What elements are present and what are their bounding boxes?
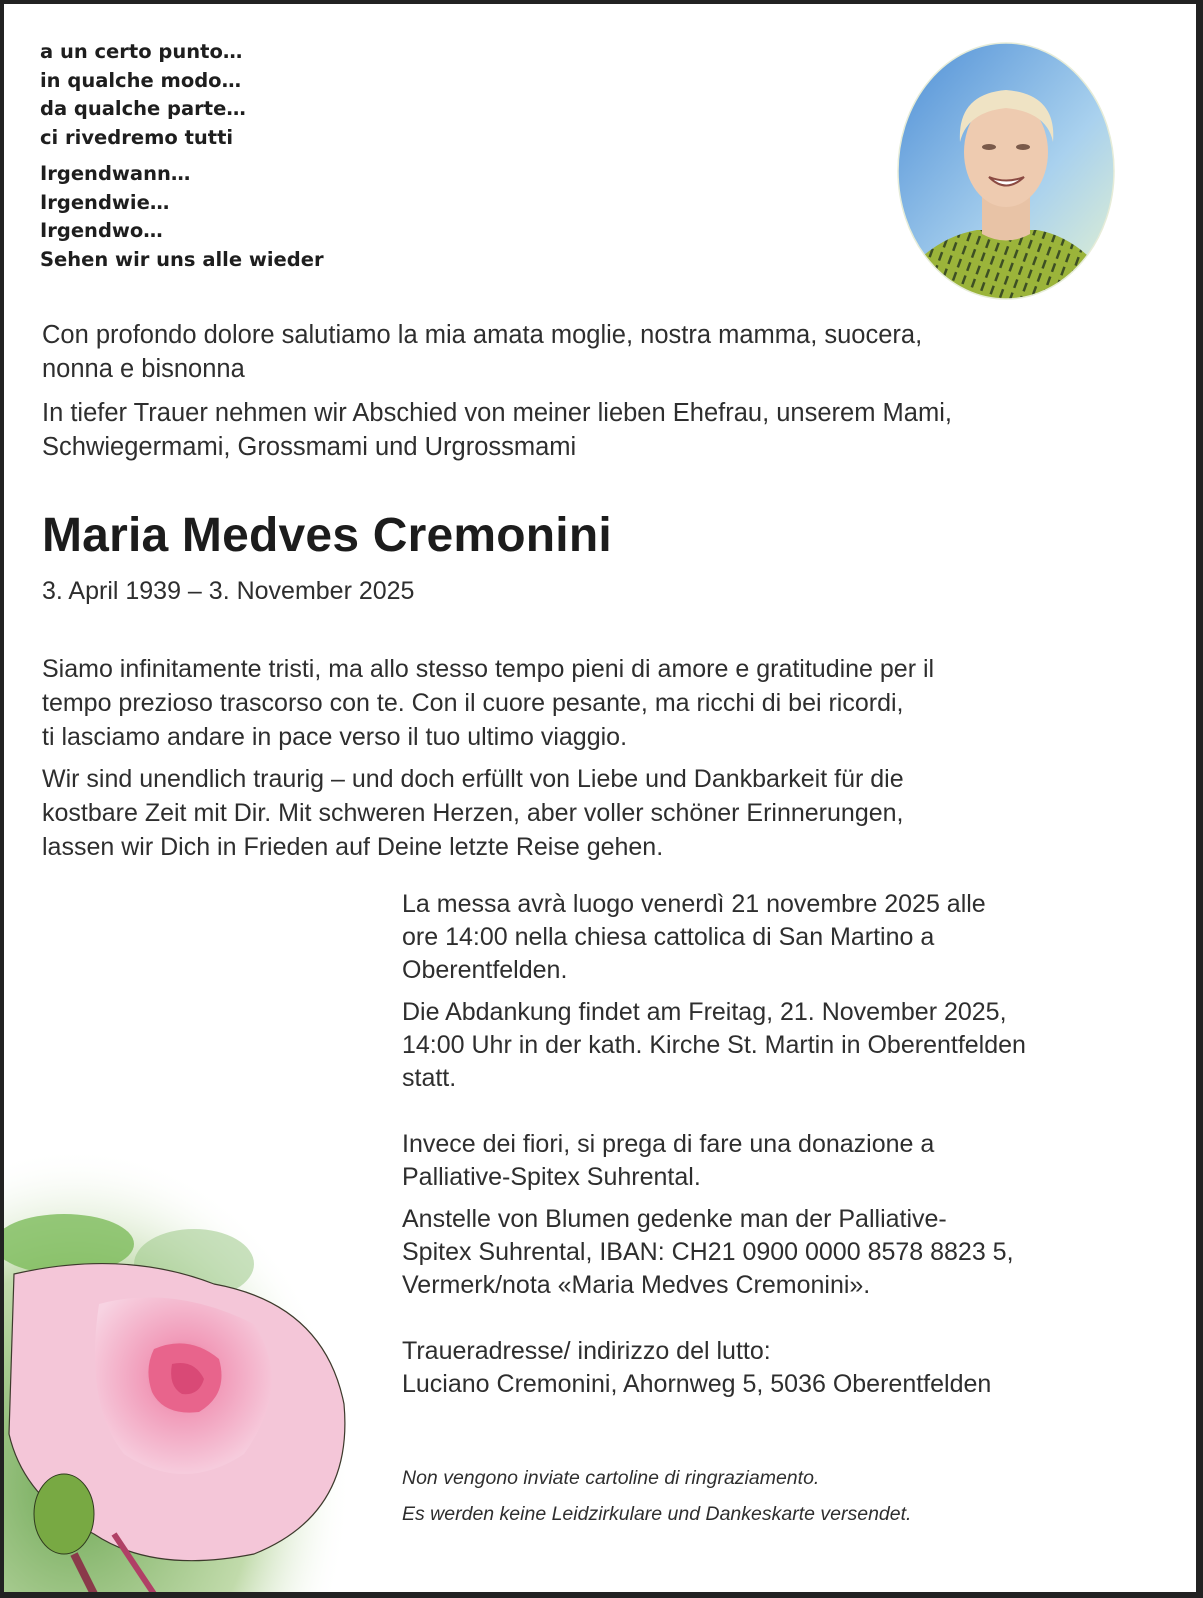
poem-line: Irgendwie… (40, 190, 170, 214)
text-line: Invece dei fiori, si prega di fare una donazione a (402, 1130, 935, 1158)
text-line: statt. (402, 1064, 457, 1092)
text-line: Anstelle von Blumen gedenke man der Palliative- (402, 1205, 947, 1233)
text-line: Schwiegermami, Grossmami und Urgrossmami (42, 433, 577, 461)
poem-line: Irgendwo… (40, 219, 163, 242)
poem-line: in qualche modo… (40, 68, 242, 92)
text-line: Palliative-Spitex Suhrental. (402, 1163, 701, 1191)
spacer (402, 1311, 1162, 1335)
poem-line: ci rivedremo tutti (40, 125, 234, 149)
text-line: ti lasciamo andare in pace verso il tuo ultimo viaggio. (42, 723, 628, 751)
mourning-address (402, 1335, 1162, 1401)
tribute-section (42, 652, 1162, 872)
info-section (402, 888, 1162, 1410)
portrait-photo (897, 42, 1115, 300)
text-line: tempo prezioso trascorso con te. Con il cuore pesante, ma ricchi di bei ricordi, (42, 689, 904, 717)
deceased-name: Maria Medves Cremonini (42, 509, 612, 562)
text-line: Siamo infinitamente tristi, ma allo stesso tempo pieni di amore e gratitudine per il (42, 655, 935, 683)
donation-german (402, 1203, 1162, 1302)
intro-section (42, 318, 1162, 474)
donation-italian (402, 1128, 1162, 1194)
address-value: Luciano Cremonini, Ahornweg 5, 5036 Oberentfelden (402, 1370, 992, 1398)
text-line: In tiefer Trauer nehmen wir Abschied von meiner lieben Ehefrau, unserem Mami, (42, 399, 952, 427)
poem-line: Sehen wir uns alle wieder (40, 247, 324, 271)
poem-stanza-german (40, 160, 324, 274)
poem-line: da qualche parte… (40, 97, 246, 120)
life-dates: 3. April 1939 – 3. November 2025 (42, 577, 415, 605)
text-line: lassen wir Dich in Frieden auf Deine letzte Reise gehen. (42, 833, 664, 861)
note-german: Es werden keine Leidzirkulare und Dankeskarte versendet. (402, 1503, 912, 1525)
address-label: Traueradresse/ indirizzo del lutto: (402, 1337, 771, 1365)
text-line: Oberentfelden. (402, 956, 568, 984)
text-line: La messa avrà luogo venerdì 21 novembre 2025 alle (402, 890, 986, 918)
text-line: 14:00 Uhr in der kath. Kirche St. Martin in Oberentfelden (402, 1031, 1026, 1059)
note-italian: Non vengono inviate cartoline di ringraziamento. (402, 1467, 820, 1489)
tribute-italian (42, 652, 1162, 754)
notes (402, 1460, 911, 1532)
obituary-page (4, 4, 1196, 1592)
intro-italian (42, 318, 1162, 386)
text-line: Con profondo dolore salutiamo la mia amata moglie, nostra mamma, suocera, (42, 321, 923, 349)
text-line: Wir sind unendlich traurig – und doch erfüllt von Liebe und Dankbarkeit für die (42, 765, 904, 793)
tribute-german (42, 762, 1162, 864)
text-line: Spitex Suhrental, IBAN: CH21 0900 0000 8578 8823 5, (402, 1238, 1014, 1266)
poem-line: a un certo punto… (40, 40, 243, 63)
poem-line: Irgendwann… (40, 162, 191, 185)
text-line: Vermerk/nota «Maria Medves Cremonini». (402, 1271, 871, 1299)
spacer (402, 1104, 1162, 1128)
service-german (402, 996, 1162, 1095)
text-line: kostbare Zeit mit Dir. Mit schweren Herzen, aber voller schöner Erinnerungen, (42, 799, 904, 827)
text-line: nonna e bisnonna (42, 355, 245, 383)
poem-stanza-italian (40, 38, 324, 152)
poem (40, 38, 324, 274)
intro-german (42, 396, 1162, 464)
rose-image (4, 1154, 364, 1592)
text-line: Die Abdankung findet am Freitag, 21. November 2025, (402, 998, 1007, 1026)
service-italian (402, 888, 1162, 987)
text-line: ore 14:00 nella chiesa cattolica di San Martino a (402, 923, 935, 951)
